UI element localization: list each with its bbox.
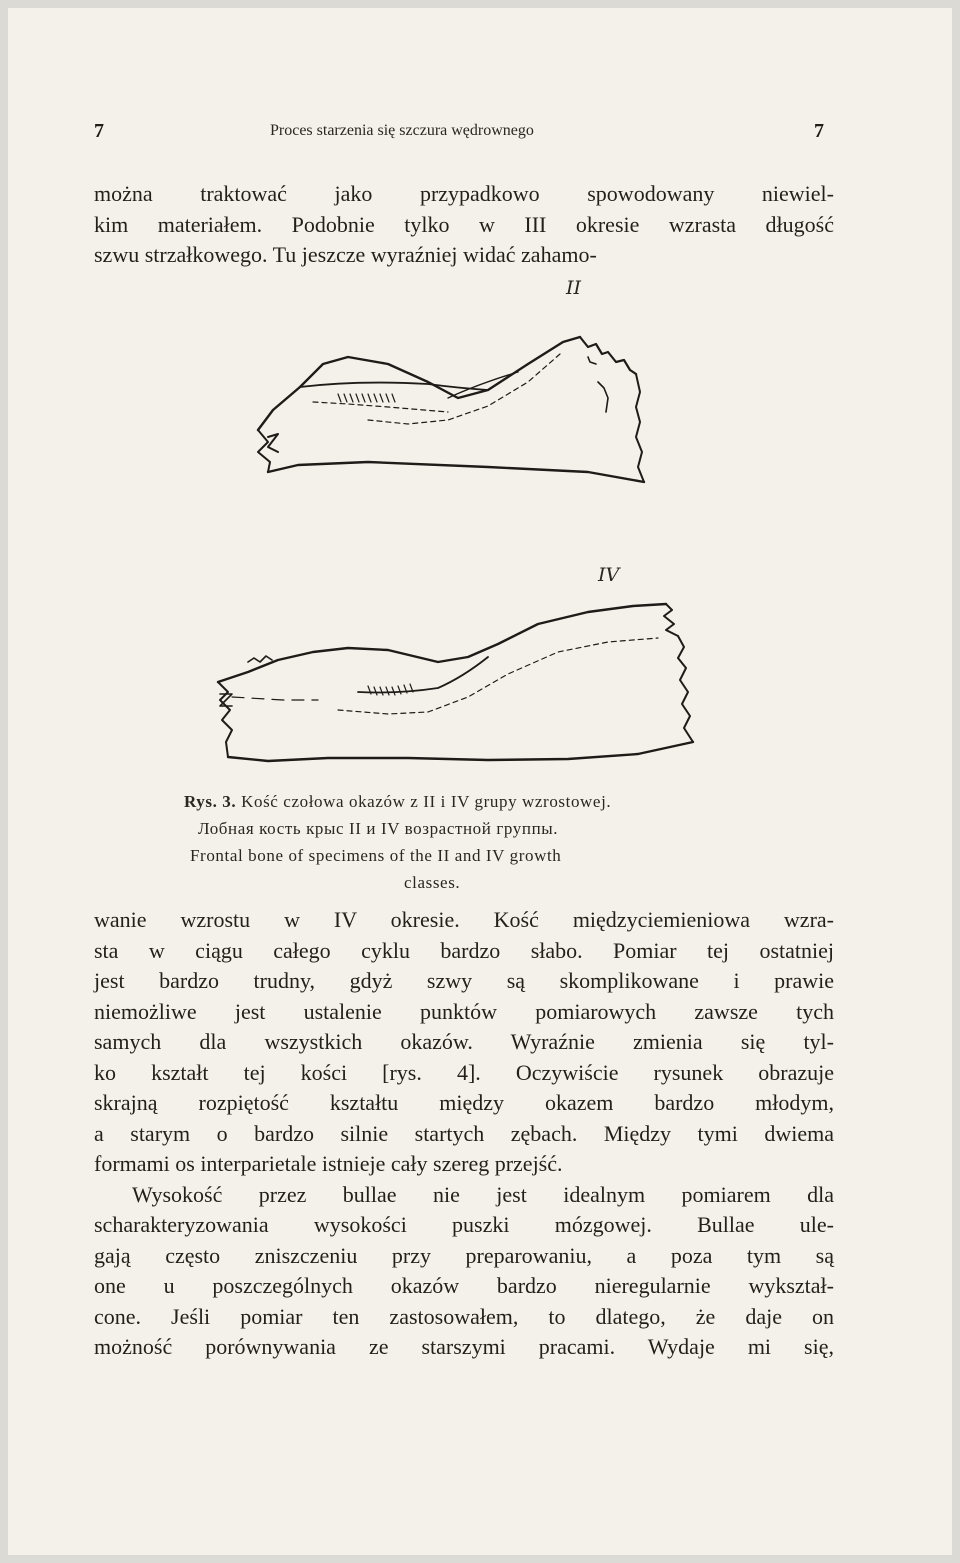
text-line: ko kształt tej kości [rys. 4]. Oczywiście rysunek obrazuje [94,1059,834,1085]
text-line: jest bardzo trudny, gdyż szwy są skomplikowane i prawie [94,968,834,993]
text-line: scharakteryzowania wysokości puszki mózgowej. Bullae ule- [94,1212,834,1237]
page-number-right: 7 [814,120,824,142]
caption-text-pl: Kość czołowa okazów z II i IV grupy wzrostowej. [241,792,612,811]
running-header [8,120,952,150]
figure-number: Rys. 3. [184,792,237,811]
figure-caption [184,788,774,896]
frontal-bone-drawing [188,302,748,782]
specimen-ii-drawing [258,337,644,482]
figure-label-ii: II [566,277,582,299]
text-line: one u poszczególnych okazów bardzo nieregularnie wykształ- [94,1273,834,1298]
body-text-top [94,179,834,271]
text-line: kim materiałem. Podobnie tylko w III okresie wzrasta długość [94,211,834,237]
text-line: Wysokość przez bullae nie jest idealnym pomiarem dla [132,1181,834,1207]
page-number-left: 7 [94,120,104,142]
text-line: niemożliwe jest ustalenie punktów pomiarowych zawsze tych [94,998,834,1024]
frontal-bone-figure [188,302,748,782]
text-line: formami os interparietale istnieje cały szereg przejść. [94,1151,563,1176]
figure-label-iv: IV [598,564,620,586]
body-text-bottom [94,905,834,1363]
running-title: Proces starzenia się szczura wędrownego [270,122,534,139]
caption-line-en-cont: classes. [404,873,461,892]
caption-line-ru: Лобная кость крыс II и IV возрастной группы. [198,819,559,838]
text-line: wanie wzrostu w IV okresie. Kość międzyciemieniowa wzra- [94,907,834,932]
text-line: cone. Jeśli pomiar ten zastosowałem, to dlatego, że daje on [94,1303,834,1329]
text-line: gają często zniszczeniu przy preparowaniu, a poza tym są [94,1242,834,1268]
caption-line-pl [184,788,774,815]
text-line: a starym o bardzo silnie startych zębach. Między tymi dwiema [94,1120,834,1146]
book-page [8,8,952,1555]
text-line: sta w ciągu całego cyklu bardzo słabo. Pomiar tej ostatniej [94,937,834,963]
text-line: szwu strzałkowego. Tu jeszcze wyraźniej widać zahamo- [94,242,597,267]
specimen-iv-drawing [218,604,693,761]
caption-line-en: Frontal bone of specimens of the II and IV growth [190,846,562,865]
text-line: samych dla wszystkich okazów. Wyraźnie zmienia się tyl- [94,1029,834,1054]
text-line: skrajną rozpiętość kształtu między okazem bardzo młodym, [94,1090,834,1115]
text-line: możność porównywania ze starszymi pracami. Wydaje mi się, [94,1334,834,1359]
text-line: można traktować jako przypadkowo spowodowany niewiel- [94,181,834,206]
